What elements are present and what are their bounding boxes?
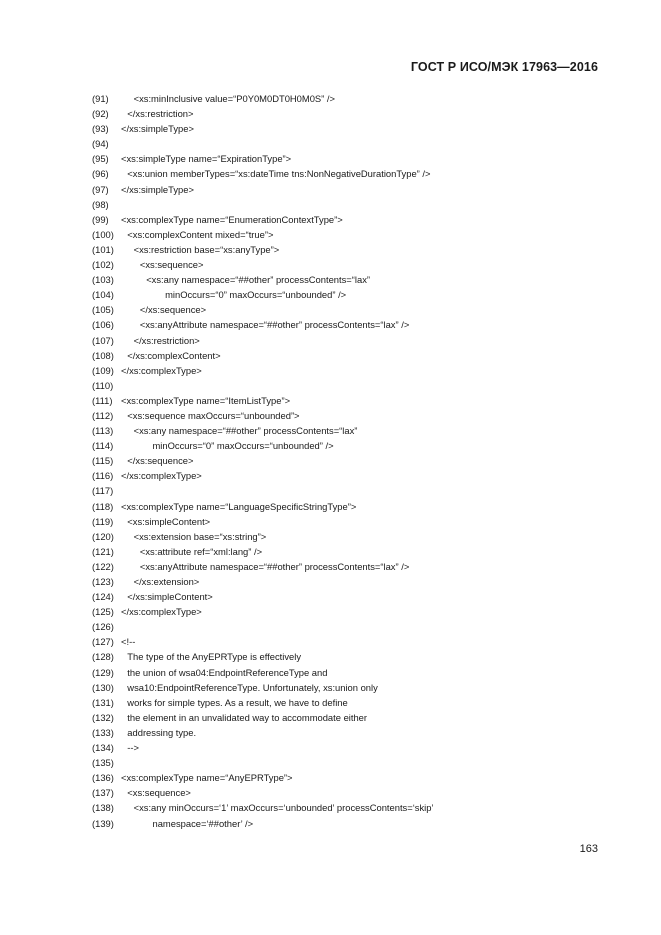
- code-text: addressing type.: [127, 726, 197, 738]
- code-text: <xs:sequence maxOccurs=“unbounded”>: [127, 409, 300, 421]
- code-line: [92, 816, 612, 831]
- line-number: (122): [92, 560, 114, 572]
- code-line: [92, 333, 612, 348]
- code-line: [92, 710, 612, 725]
- code-listing: [92, 91, 612, 831]
- line-number: (126): [92, 621, 114, 633]
- code-line: [92, 574, 612, 589]
- line-number: (103): [92, 274, 114, 286]
- line-number: (123): [92, 576, 114, 587]
- line-number: (127): [92, 636, 114, 648]
- code-text: </xs:complexType>: [121, 606, 202, 618]
- code-text: <xs:extension base=“xs:string”>: [133, 530, 267, 542]
- code-text: </xs:restriction>: [133, 334, 200, 346]
- line-number: (125): [92, 606, 114, 618]
- code-line: [92, 272, 612, 287]
- code-line: [92, 151, 612, 166]
- line-number: (139): [92, 817, 114, 829]
- code-line: [92, 227, 612, 242]
- line-number: (136): [92, 772, 114, 784]
- code-text: </xs:extension>: [133, 576, 200, 587]
- line-number: (128): [92, 651, 114, 663]
- line-number: (111): [92, 394, 113, 406]
- code-text: <xs:complexType name=“EnumerationContextType”>: [121, 213, 343, 225]
- code-line: [92, 468, 612, 483]
- code-text: </xs:restriction>: [127, 108, 194, 120]
- code-text: <xs:simpleContent>: [127, 515, 211, 527]
- code-text: <xs:complexType name=“AnyEPRType”>: [121, 772, 293, 784]
- code-line: [92, 91, 612, 106]
- code-line: [92, 800, 612, 815]
- code-text: <xs:anyAttribute namespace=“##other” processContents=“lax” />: [139, 560, 410, 572]
- line-number: (134): [92, 742, 114, 754]
- code-text: </xs:complexType>: [121, 470, 202, 482]
- line-number: (132): [92, 711, 114, 723]
- code-text: </xs:simpleContent>: [127, 591, 213, 603]
- code-text: namespace=‘##other’ />: [152, 817, 254, 829]
- code-text: <xs:union memberTypes=“xs:dateTime tns:NonNegativeDurationType” />: [127, 168, 431, 180]
- line-number: (130): [92, 681, 114, 693]
- code-text: <xs:any namespace=“##other” processContents=“lax”: [146, 274, 371, 286]
- code-line: [92, 589, 612, 604]
- code-line: [92, 408, 612, 423]
- code-text: </xs:sequence>: [127, 455, 194, 467]
- code-line: [92, 166, 612, 181]
- standard-designation: ГОСТ Р ИСО/МЭК 17963—2016: [410, 60, 598, 74]
- code-text: <xs:anyAttribute namespace=“##other” processContents=“lax” />: [139, 319, 410, 331]
- code-text: </xs:complexType>: [121, 364, 202, 376]
- line-number: (110): [92, 379, 114, 391]
- line-number: (105): [92, 304, 114, 316]
- line-number: (106): [92, 319, 114, 331]
- code-line: [92, 649, 612, 664]
- code-text: <xs:simpleType name=“ExpirationType”>: [121, 153, 292, 165]
- code-text: <!--: [121, 636, 136, 648]
- line-number: (115): [92, 455, 114, 467]
- line-number: (99): [92, 213, 109, 225]
- line-number: (100): [92, 228, 114, 240]
- code-text: <xs:attribute ref=“xml:lang” />: [139, 545, 263, 557]
- code-line: [92, 348, 612, 363]
- code-text: wsa10:EndpointReferenceType. Unfortunately, xs:union only: [127, 681, 378, 693]
- code-text: <xs:complexContent mixed=“true”>: [127, 228, 274, 240]
- code-line: [92, 680, 612, 695]
- line-number: (107): [92, 334, 114, 346]
- line-number: (109): [92, 364, 114, 376]
- line-number: (101): [92, 243, 114, 255]
- code-line: [92, 740, 612, 755]
- code-text: works for simple types. As a result, we have to define: [127, 696, 348, 708]
- code-text: <xs:complexType name=“LanguageSpecificStringType”>: [121, 500, 357, 512]
- line-number: (97): [92, 183, 109, 195]
- code-line: [92, 453, 612, 468]
- line-number: (118): [92, 500, 114, 512]
- code-text: </xs:sequence>: [139, 304, 207, 316]
- code-line: [92, 242, 612, 257]
- code-line: [92, 619, 612, 634]
- code-line: [92, 499, 612, 514]
- line-number: (137): [92, 787, 114, 799]
- code-text: the element in an unvalidated way to accommodate either: [127, 711, 368, 723]
- code-line: [92, 770, 612, 785]
- code-line: [92, 121, 612, 136]
- code-text: the union of wsa04:EndpointReferenceType and: [127, 666, 328, 678]
- code-line: [92, 483, 612, 498]
- code-text: The type of the AnyEPRType is effectively: [127, 651, 302, 663]
- code-line: [92, 544, 612, 559]
- code-text: <xs:restriction base=“xs:anyType”>: [133, 243, 280, 255]
- code-line: [92, 257, 612, 272]
- code-text: <xs:complexType name=“ItemListType”>: [121, 394, 291, 406]
- code-line: [92, 106, 612, 121]
- line-number: (120): [92, 530, 114, 542]
- code-line: [92, 665, 612, 680]
- code-line: [92, 302, 612, 317]
- line-number: (102): [92, 259, 114, 271]
- code-text: </xs:simpleType>: [121, 123, 194, 135]
- code-text: <xs:sequence>: [127, 787, 191, 799]
- line-number: (129): [92, 666, 114, 678]
- code-line: [92, 378, 612, 393]
- line-number: (133): [92, 726, 114, 738]
- line-number: (113): [92, 425, 114, 437]
- code-text: minOccurs=“0” maxOccurs=“unbounded” />: [165, 289, 347, 301]
- line-number: (104): [92, 289, 114, 301]
- code-text: </xs:complexContent>: [127, 349, 221, 361]
- line-number: (112): [92, 409, 114, 421]
- code-line: [92, 317, 612, 332]
- code-line: [92, 514, 612, 529]
- code-line: [92, 212, 612, 227]
- line-number: (94): [92, 138, 109, 150]
- line-number: (124): [92, 591, 114, 603]
- code-line: [92, 438, 612, 453]
- code-text: -->: [127, 742, 140, 754]
- line-number: (135): [92, 757, 114, 769]
- line-number: (116): [92, 470, 114, 482]
- code-line: [92, 363, 612, 378]
- line-number: (93): [92, 123, 109, 135]
- line-number: (114): [92, 440, 114, 452]
- code-line: [92, 634, 612, 649]
- code-text: <xs:sequence>: [139, 259, 204, 271]
- code-line: [92, 287, 612, 302]
- code-line: [92, 197, 612, 212]
- code-text: <xs:any namespace=“##other” processContents=“lax”: [133, 425, 358, 437]
- line-number: (95): [92, 153, 109, 165]
- line-number: (96): [92, 168, 109, 180]
- code-line: [92, 785, 612, 800]
- line-number: (119): [92, 515, 114, 527]
- line-number: (121): [92, 545, 114, 557]
- code-line: [92, 559, 612, 574]
- code-text: </xs:simpleType>: [121, 183, 194, 195]
- line-number: (92): [92, 108, 109, 120]
- line-number: (131): [92, 696, 114, 708]
- code-line: [92, 604, 612, 619]
- code-line: [92, 695, 612, 710]
- code-line: [92, 423, 612, 438]
- code-text: minOccurs=“0” maxOccurs=“unbounded” />: [152, 440, 334, 452]
- page-number: 163: [579, 843, 598, 855]
- code-text: <xs:any minOccurs=‘1’ maxOccurs=‘unbounded’ processContents=‘skip’: [133, 802, 434, 814]
- code-line: [92, 529, 612, 544]
- code-line: [92, 393, 612, 408]
- line-number: (98): [92, 198, 109, 210]
- code-line: [92, 755, 612, 770]
- line-number: (138): [92, 802, 114, 814]
- code-line: [92, 182, 612, 197]
- line-number: (108): [92, 349, 114, 361]
- line-number: (91): [92, 93, 109, 104]
- line-number: (117): [92, 485, 114, 497]
- code-text: <xs:minInclusive value=“P0Y0M0DT0H0M0S” />: [133, 93, 335, 104]
- document-header: [0, 60, 598, 74]
- code-line: [92, 136, 612, 151]
- code-line: [92, 725, 612, 740]
